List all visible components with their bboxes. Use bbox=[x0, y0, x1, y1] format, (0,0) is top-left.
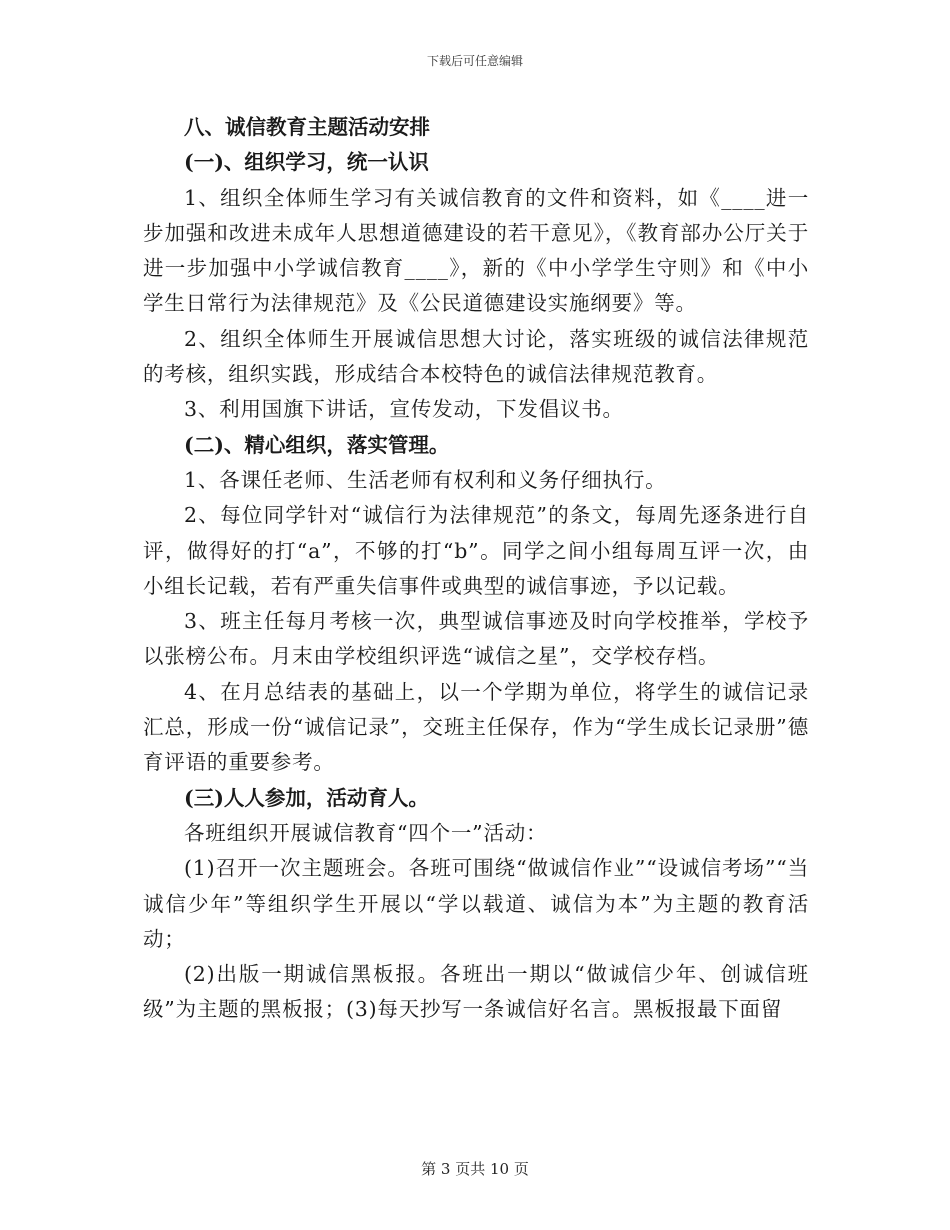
part2-item-2: 2、每位同学针对“诚信行为法律规范”的条文，每周先逐条进行自评，做得好的打“a”，不够的打“b”。同学之间小组每周互评一次，由小组长记载，若有严重失信事件或典型的诚信事迹，予以记载。 bbox=[143, 503, 809, 598]
part1-heading: (一)、组织学习，统一认识 bbox=[184, 150, 429, 175]
part2-item-3: 3、班主任每月考核一次，典型诚信事迹及时向学校推举，学校予以张榜公布。月末由学校组织评选“诚信之星”，交学校存档。 bbox=[143, 609, 809, 669]
document-body bbox=[143, 110, 809, 1028]
page-header-note: 下载后可任意编辑 bbox=[426, 54, 523, 68]
part2-item-4: 4、在月总结表的基础上，以一个学期为单位，将学生的诚信记录汇总，形成一份“诚信记录”，交班主任保存，作为“学生成长记录册”德育评语的重要参考。 bbox=[143, 679, 809, 775]
part3-item-1: (1)召开一次主题班会。各班可围绕“做诚信作业”“设诚信考场”“当诚信少年”等组织学生开展以“学以载道、诚信为本”为主题的教育活动； bbox=[143, 856, 809, 951]
part3-item-2: (2)出版一期诚信黑板报。各班出一期以“做诚信少年、创诚信班级”为主题的黑板报；(3)每天抄写一条诚信好名言。黑板报最下面留 bbox=[143, 962, 809, 1022]
part1-item-1: 1、组织全体师生学习有关诚信教育的文件和资料，如《____进一步加强和改进未成年人思想道德建设的若干意见》，《教育部办公厅关于进一步加强中小学诚信教育____》，新的《中小学学生守则》和《中小学生日常行为法律规范》及《公民道德建设实施纲要》等。 bbox=[143, 185, 809, 316]
section-title: 八、诚信教育主题活动安排 bbox=[184, 115, 430, 139]
part1-item-2: 2、组织全体师生开展诚信思想大讨论，落实班级的诚信法律规范的考核，组织实践，形成结合本校特色的诚信法律规范教育。 bbox=[143, 326, 809, 387]
part2-item-1: 1、各课任老师、生活老师有权利和义务仔细执行。 bbox=[184, 467, 667, 492]
part3-heading: (三)人人参加，活动育人。 bbox=[184, 785, 429, 810]
page-footer-number: 第 3 页共 10 页 bbox=[421, 1160, 529, 1178]
part2-heading: (二)、精心组织，落实管理。 bbox=[184, 432, 450, 457]
part1-item-3: 3、利用国旗下讲话，宣传发动，下发倡议书。 bbox=[184, 397, 624, 422]
part3-intro: 各班组织开展诚信教育“四个一”活动： bbox=[184, 820, 548, 845]
